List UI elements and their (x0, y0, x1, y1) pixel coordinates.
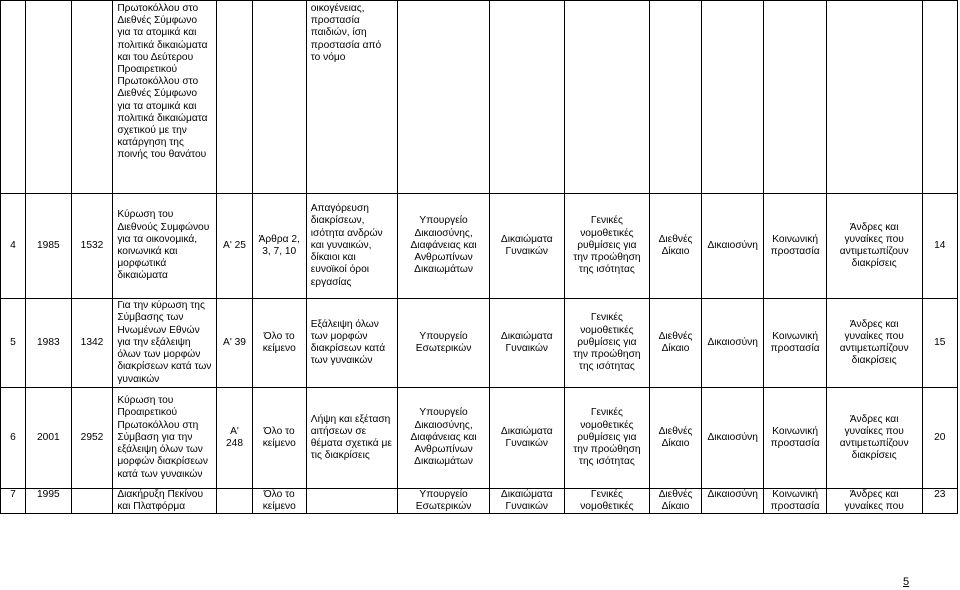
content-cell (306, 489, 398, 514)
ministry-cell: Υπουργείο Δικαιοσύνης, Διαφάνειας και Ανθρωπίνων Δικαιωμάτων (398, 194, 490, 299)
group-cell: Άνδρες και γυναίκες που αντιμετωπίζουν διακρίσεις (826, 299, 922, 388)
group-cell: Άνδρες και γυναίκες που (826, 489, 922, 514)
title-cell: Κύρωση του Διεθνούς Συμφώνου για τα οικονομικά, κοινωνικά και μορφωτικά δικαιώματα (113, 194, 217, 299)
count-cell: 23 (922, 489, 957, 514)
table-row (1, 194, 958, 299)
year-cell (25, 1, 71, 194)
social-cell: Κοινωνική προστασία (764, 194, 826, 299)
year-cell: 1985 (25, 194, 71, 299)
ministry-cell: Υπουργείο Εσωτερικών (398, 299, 490, 388)
justice-cell: Δικαιοσύνη (702, 388, 764, 489)
title-cell: Διακήρυξη Πεκίνου και Πλατφόρμα (113, 489, 217, 514)
law-number-cell: 1342 (71, 299, 113, 388)
law-type-cell: Διεθνές Δίκαιο (650, 489, 702, 514)
rights-cell: Δικαιώματα Γυναικών (489, 388, 564, 489)
law-number-cell: 2952 (71, 388, 113, 489)
ministry-cell: Υπουργείο Εσωτερικών (398, 489, 490, 514)
regulation-cell: Γενικές νομοθετικές ρυθμίσεις για την προώθηση της ισότητας (564, 299, 649, 388)
articles-cell: Όλο το κείμενο (252, 388, 306, 489)
content-cell: Λήψη και εξέταση αιτήσεων σε θέματα σχετικά με τις διακρίσεις (306, 388, 398, 489)
law-number-cell: 1532 (71, 194, 113, 299)
count-cell: 15 (922, 299, 957, 388)
social-cell: Κοινωνική προστασία (764, 299, 826, 388)
gazette-cell (217, 1, 252, 194)
gazette-cell: Α' 25 (217, 194, 252, 299)
rights-cell: Δικαιώματα Γυναικών (489, 489, 564, 514)
justice-cell: Δικαιοσύνη (702, 489, 764, 514)
table-row (1, 489, 958, 514)
ministry-cell (398, 1, 490, 194)
year-cell: 1995 (25, 489, 71, 514)
regulation-cell: Γενικές νομοθετικές ρυθμίσεις για την προώθηση της ισότητας (564, 194, 649, 299)
table-row (1, 388, 958, 489)
content-cell: οικογένειας, προστασία παιδιών, ίση προστασία από το νόμο (306, 1, 398, 194)
social-cell: Κοινωνική προστασία (764, 388, 826, 489)
justice-cell: Δικαιοσύνη (702, 299, 764, 388)
row-number-cell: 5 (1, 299, 26, 388)
social-cell (764, 1, 826, 194)
table-row (1, 299, 958, 388)
row-number-cell: 4 (1, 194, 26, 299)
regulation-cell: Γενικές νομοθετικές (564, 489, 649, 514)
articles-cell: Άρθρα 2, 3, 7, 10 (252, 194, 306, 299)
gazette-cell (217, 489, 252, 514)
row-number-cell (1, 1, 26, 194)
content-cell: Εξάλειψη όλων των μορφών διακρίσεων κατά των γυναικών (306, 299, 398, 388)
count-cell: 20 (922, 388, 957, 489)
articles-cell: Όλο το κείμενο (252, 489, 306, 514)
rights-cell: Δικαιώματα Γυναικών (489, 299, 564, 388)
law-number-cell (71, 1, 113, 194)
page-number: 5 (903, 576, 910, 588)
year-cell: 1983 (25, 299, 71, 388)
count-cell: 14 (922, 194, 957, 299)
articles-cell (252, 1, 306, 194)
content-cell: Απαγόρευση διακρίσεων, ισότητα ανδρών και γυναικών, δίκαιοι και ευνοϊκοί όροι εργασίας (306, 194, 398, 299)
rights-cell: Δικαιώματα Γυναικών (489, 194, 564, 299)
table-row (1, 1, 958, 194)
social-cell: Κοινωνική προστασία (764, 489, 826, 514)
group-cell (826, 1, 922, 194)
row-number-cell: 7 (1, 489, 26, 514)
law-number-cell (71, 489, 113, 514)
year-cell: 2001 (25, 388, 71, 489)
row-number-cell: 6 (1, 388, 26, 489)
rights-cell (489, 1, 564, 194)
law-type-cell: Διεθνές Δίκαιο (650, 388, 702, 489)
law-type-cell: Διεθνές Δίκαιο (650, 194, 702, 299)
justice-cell: Δικαιοσύνη (702, 194, 764, 299)
gazette-cell: Α' 39 (217, 299, 252, 388)
regulation-cell: Γενικές νομοθετικές ρυθμίσεις για την προώθηση της ισότητας (564, 388, 649, 489)
gazette-cell: Α' 248 (217, 388, 252, 489)
group-cell: Άνδρες και γυναίκες που αντιμετωπίζουν διακρίσεις (826, 388, 922, 489)
law-type-cell (650, 1, 702, 194)
law-type-cell: Διεθνές Δίκαιο (650, 299, 702, 388)
group-cell: Άνδρες και γυναίκες που αντιμετωπίζουν διακρίσεις (826, 194, 922, 299)
justice-cell (702, 1, 764, 194)
title-cell: Για την κύρωση της Σύμβασης των Ηνωμένων Εθνών για την εξάλειψη όλων των μορφών διακρίσεων κατά των γυναικών (113, 299, 217, 388)
title-cell: Πρωτοκόλλου στο Διεθνές Σύμφωνο για τα ατομικά και πολιτικά δικαιώματα και του Δεύτερου Προαιρετικού Πρωτοκόλλου στο Διεθνές Σύμφωνο για τα ατομικά και πολιτικά δικαιώματα σχετικού με την κατάργηση της ποινής του θανάτου (113, 1, 217, 194)
regulation-cell (564, 1, 649, 194)
title-cell: Κύρωση του Προαιρετικού Πρωτοκόλλου στη Σύμβαση για την εξάλειψη όλων των μορφών διακρίσεων κατά των γυναικών (113, 388, 217, 489)
articles-cell: Όλο το κείμενο (252, 299, 306, 388)
count-cell (922, 1, 957, 194)
ministry-cell: Υπουργείο Δικαιοσύνης, Διαφάνειας και Ανθρωπίνων Δικαιωμάτων (398, 388, 490, 489)
